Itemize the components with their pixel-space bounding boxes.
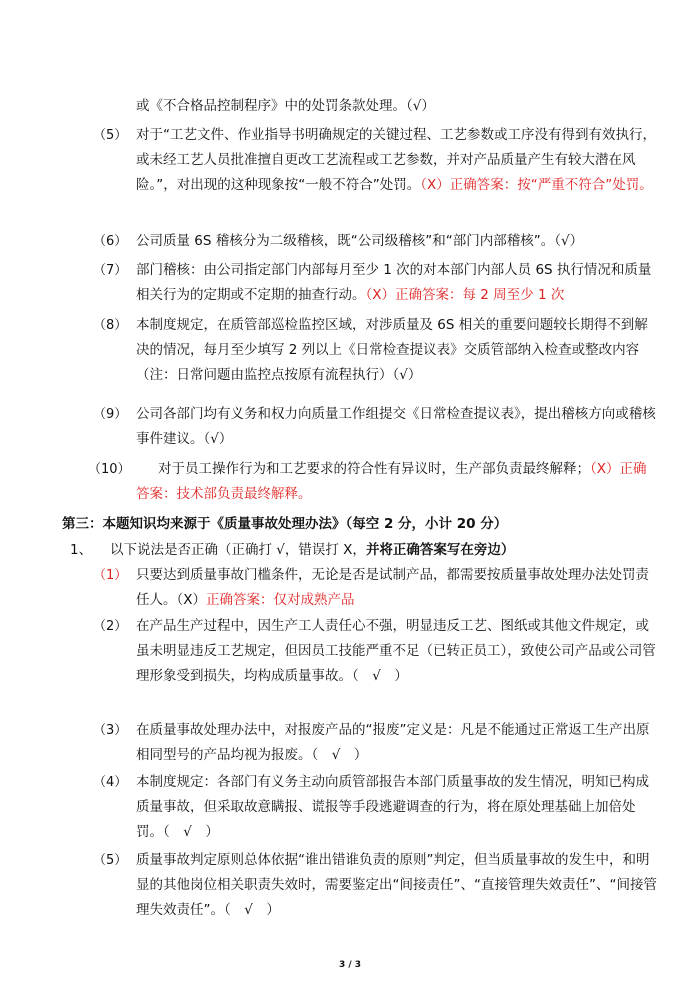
page-number: 3 / 3	[338, 960, 362, 970]
item-text: 本制度规定：各部门有义务主动向质管部报告本部门质量事故的发生情况，明知已构成质量事故，但采取故意瞒报、谎报等手段逃避调查的行为，将在原处理基础上加倍处罚。（ √ ）	[136, 774, 649, 840]
question-number: 1、	[70, 542, 93, 558]
item-number: （9）	[93, 407, 128, 422]
item-text: 公司各部门均有义务和权力向质量工作组提交《日常检查提议表》，提出稽核方向或稽核事件建议。（√）	[136, 406, 656, 447]
item-text: 对于“工艺文件、作业指导书明确规定的关键过程、工艺参数或工序没有得到有效执行，或未经工艺人员批准擅自更改工艺流程或工艺参数，并对产品质量产生有较大潜在风险。”，对出现的这种现象按“一般不符合”处罚。（X）正确答案：按“严重不符合”处罚。	[136, 127, 656, 193]
item-number: （3）	[93, 723, 128, 738]
item-number: （6）	[93, 234, 128, 249]
item-number: （10）	[88, 462, 131, 477]
correct-answer: 正确答案：仅对成熟产品	[206, 592, 355, 608]
item-text: 部门稽核：由公司指定部门内部每月至少 1 次的对本部门内部人员 6S 执行情况和质量相关行为的定期或不定期的抽查行动。（X）正确答案：每 2 周至少 1 次	[136, 262, 652, 303]
item-text: 或《不合格品控制程序》中的处罚条款处理。（√）	[136, 98, 435, 114]
correct-answer: （X）正确答案：按“严重不符合”处罚。	[420, 177, 653, 193]
item-text: 只要达到质量事故门槛条件，无论是否是试制产品，都需要按质量事故处理办法处罚责任人。（X）正确答案：仅对成熟产品	[136, 567, 649, 608]
item-text: 公司质量 6S 稽核分为二级稽核，既“公司级稽核”和“部门内部稽核”。（√）	[136, 233, 584, 249]
item-number: （5）	[93, 853, 128, 868]
correct-answer: （X）正确答案：每 2 周至少 1 次	[365, 287, 565, 303]
item-number: （4）	[93, 775, 128, 790]
item-text: 在产品生产过程中，因生产工人责任心不强，明显违反工艺、图纸或其他文件规定，或虽未明显违反工艺规定，但因员工技能严重不足（已转正员工），致使公司产品或公司管理形象受到损失，均构成质量事故。（ √ ）	[136, 618, 656, 684]
section-heading: 第三：本题知识均来源于《质量事故处理办法》（每空 2 分，小计 20 分）	[62, 516, 508, 532]
correct-answer: （X）正确答案：技术部负责最终解释。	[136, 461, 647, 502]
item-number: （2）	[93, 619, 128, 634]
item-text: 在质量事故处理办法中，对报废产品的“报废”定义是：凡是不能通过正常返工生产出原相同型号的产品均视为报废。（ √ ）	[136, 722, 650, 763]
item-text: 本制度规定，在质管部巡检监控区域，对涉质量及 6S 相关的重要问题较长期得不到解决的情况，每月至少填写 2 列以上《日常检查提议表》交质管部纳入检查或整改内容（注：日常问题由监控点按原有流程执行）（√）	[136, 317, 648, 383]
item-number: （5）	[93, 128, 128, 143]
item-text: 质量事故判定原则总体依据“谁出错谁负责的原则”判定，但当质量事故的发生中，和明显的其他岗位相关职责失效时，需要鉴定出“间接责任”、“直接管理失效责任”、“间接管理失效责任”。（ √ ）	[136, 852, 657, 918]
item-text: 对于员工操作行为和工艺要求的符合性有异议时，生产部负责最终解释；（X）正确答案：技术部负责最终解释。	[136, 461, 647, 502]
item-number: （8）	[93, 318, 128, 333]
item-number: （7）	[93, 263, 128, 278]
question-text: 以下说法是否正确（正确打 √，错误打 X，并将正确答案写在旁边）	[110, 542, 515, 558]
item-number: （1）	[93, 568, 128, 583]
